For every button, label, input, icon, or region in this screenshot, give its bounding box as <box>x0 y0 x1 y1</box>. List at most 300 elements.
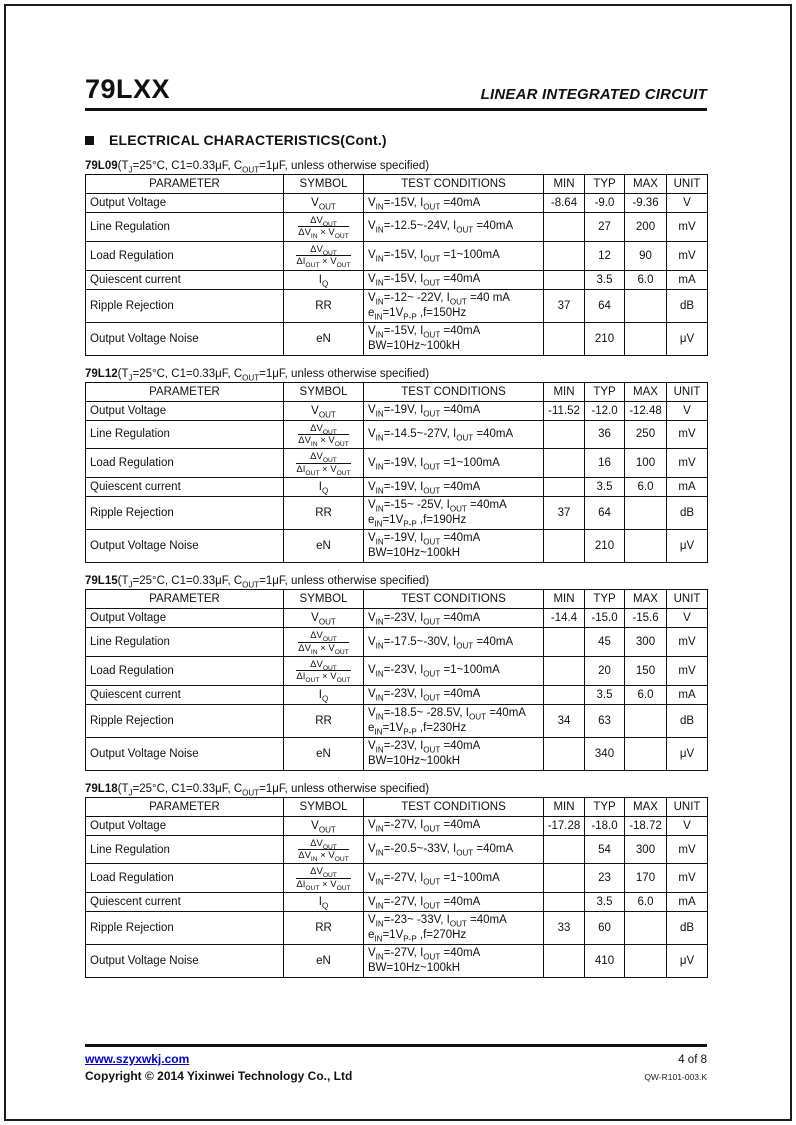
max-cell: 250 <box>625 420 667 449</box>
unit-cell: mA <box>667 685 708 704</box>
typ-cell: 12 <box>585 241 625 270</box>
unit-cell: mA <box>667 893 708 912</box>
square-bullet-icon <box>85 136 94 145</box>
parameter-cell: Line Regulation <box>86 420 284 449</box>
column-header: PARAMETER <box>86 382 284 401</box>
max-cell: 170 <box>625 864 667 893</box>
spec-table-79L18 <box>85 797 708 979</box>
table-row <box>86 628 708 657</box>
parameter-cell: Line Regulation <box>86 628 284 657</box>
column-header: TYP <box>585 175 625 194</box>
column-header: TEST CONDITIONS <box>364 175 544 194</box>
unit-cell: mV <box>667 835 708 864</box>
condition-line: $V_{IN}=-12.5\sim-24V$, $I_{OUT} =40mA$ <box>368 220 514 235</box>
symbol-cell: $V_{OUT}$ <box>284 816 364 835</box>
table-row <box>86 194 708 213</box>
page-content <box>85 0 707 978</box>
test-conditions-cell <box>364 835 544 864</box>
condition-line: $V_{IN}=-23V$, $I_{OUT} =40mA$ <box>368 611 481 626</box>
test-conditions-cell <box>364 893 544 912</box>
unit-cell: V <box>667 816 708 835</box>
min-cell <box>544 449 585 478</box>
column-header: PARAMETER <box>86 175 284 194</box>
fraction-numerator: $\Delta V_{OUT}$ <box>296 866 350 878</box>
symbol-cell: $V_{OUT}$ <box>284 194 364 213</box>
condition-line: BW=10Hz~100kH <box>368 339 461 352</box>
spec-table-79L09 <box>85 174 708 356</box>
header-row <box>86 382 708 401</box>
max-cell: 90 <box>625 241 667 270</box>
table-caption <box>85 575 707 590</box>
column-header: TYP <box>585 797 625 816</box>
symbol-cell: eN <box>284 530 364 563</box>
parameter-cell: Quiescent current <box>86 685 284 704</box>
column-header: TYP <box>585 590 625 609</box>
header-row <box>86 590 708 609</box>
fraction-numerator: $\Delta V_{OUT}$ <box>296 451 350 463</box>
unit-cell: dB <box>667 497 708 530</box>
symbol-cell: RR <box>284 289 364 322</box>
page-number: 4 of 8 <box>678 1054 707 1066</box>
test-conditions-cell <box>364 609 544 628</box>
test-conditions-cell <box>364 530 544 563</box>
condition-line: $V_{IN}=-23V$, $I_{OUT}$ =1~100mA <box>368 664 500 679</box>
parameter-cell: Load Regulation <box>86 656 284 685</box>
condition-line: $V_{IN}=-27V$, $I_{OUT} =40mA$ <box>368 947 481 962</box>
table-row <box>86 945 708 978</box>
condition-line: $V_{IN}=-15V$, $I_{OUT} =40mA$ <box>368 324 481 339</box>
footer-row-2 <box>85 1066 707 1083</box>
typ-cell: -9.0 <box>585 194 625 213</box>
column-header: PARAMETER <box>86 590 284 609</box>
column-header: MIN <box>544 382 585 401</box>
unit-cell: dB <box>667 289 708 322</box>
min-cell <box>544 241 585 270</box>
unit-cell: mV <box>667 241 708 270</box>
min-cell <box>544 270 585 289</box>
condition-line: $V_{IN}=-19V$, $I_{OUT} =40mA$ <box>368 480 481 495</box>
column-header: MIN <box>544 175 585 194</box>
column-header: TEST CONDITIONS <box>364 590 544 609</box>
test-conditions-cell <box>364 194 544 213</box>
footer-row-1 <box>85 1052 707 1066</box>
max-cell: -15.6 <box>625 609 667 628</box>
table-row <box>86 420 708 449</box>
typ-cell: 340 <box>585 737 625 770</box>
min-cell: 33 <box>544 912 585 945</box>
fraction-denominator: $\Delta V_{IN} \times V_{OUT}$ <box>298 850 349 863</box>
page-footer <box>85 1044 707 1083</box>
tables-container <box>85 160 707 978</box>
max-cell: 200 <box>625 213 667 242</box>
column-header: SYMBOL <box>284 590 364 609</box>
unit-cell: dB <box>667 704 708 737</box>
min-cell <box>544 737 585 770</box>
table-row <box>86 685 708 704</box>
min-cell <box>544 864 585 893</box>
test-conditions-cell <box>364 737 544 770</box>
typ-cell: 45 <box>585 628 625 657</box>
symbol-cell <box>284 835 364 864</box>
unit-cell: V <box>667 194 708 213</box>
fraction-denominator: $\Delta V_{IN} \times V_{OUT}$ <box>298 642 349 656</box>
parameter-cell: Output Voltage Noise <box>86 945 284 978</box>
symbol-cell <box>284 213 364 242</box>
column-header: UNIT <box>667 590 708 609</box>
max-cell <box>625 945 667 978</box>
masthead <box>85 76 707 111</box>
min-cell: 37 <box>544 289 585 322</box>
test-conditions-cell <box>364 628 544 657</box>
test-conditions-cell <box>364 912 544 945</box>
table-row <box>86 322 708 355</box>
table-row <box>86 241 708 270</box>
max-cell <box>625 289 667 322</box>
symbol-fraction <box>296 658 350 684</box>
max-cell <box>625 530 667 563</box>
parameter-cell: Output Voltage <box>86 816 284 835</box>
condition-line: $V_{IN}=-27V$, $I_{OUT} =40mA$ <box>368 895 481 911</box>
unit-cell: mV <box>667 656 708 685</box>
typ-cell: 410 <box>585 945 625 978</box>
max-cell <box>625 912 667 945</box>
condition-line: $V_{IN}=-14.5\sim-27V$, $I_{OUT} =40mA$ <box>368 427 514 443</box>
typ-cell: 64 <box>585 497 625 530</box>
parameter-cell: Ripple Rejection <box>86 289 284 322</box>
max-cell: 300 <box>625 835 667 864</box>
max-cell: 6.0 <box>625 270 667 289</box>
copyright-text: Copyright © 2014 Yixinwei Technology Co., Ltd <box>85 1069 353 1083</box>
fraction-denominator: $\Delta V_{IN} \times V_{OUT}$ <box>298 227 349 241</box>
typ-cell: 16 <box>585 449 625 478</box>
symbol-fraction <box>296 865 350 891</box>
website-link[interactable]: www.szyxwkj.com <box>85 1052 190 1066</box>
unit-cell: μV <box>667 530 708 563</box>
min-cell <box>544 628 585 657</box>
symbol-cell: $I_Q$ <box>284 893 364 912</box>
test-conditions-cell <box>364 685 544 704</box>
unit-cell: μV <box>667 737 708 770</box>
parameter-cell: Output Voltage Noise <box>86 737 284 770</box>
table-caption <box>85 783 707 795</box>
unit-cell: mV <box>667 449 708 478</box>
column-header: SYMBOL <box>284 797 364 816</box>
column-header: PARAMETER <box>86 797 284 816</box>
fraction-numerator: $\Delta V_{OUT}$ <box>298 215 349 227</box>
min-cell <box>544 530 585 563</box>
column-header: MAX <box>625 797 667 816</box>
parameter-cell: Quiescent current <box>86 270 284 289</box>
unit-cell: mV <box>667 213 708 242</box>
min-cell: -11.52 <box>544 401 585 420</box>
symbol-cell: RR <box>284 497 364 530</box>
condition-line: $V_{IN}=-19V$, $I_{OUT}$ =1~100mA <box>368 456 500 472</box>
parameter-cell: Quiescent current <box>86 893 284 912</box>
typ-cell: 3.5 <box>585 478 625 497</box>
column-header: SYMBOL <box>284 382 364 401</box>
unit-cell: mV <box>667 420 708 449</box>
parameter-cell: Line Regulation <box>86 835 284 864</box>
condition-line: BW=10Hz~100kH <box>368 962 461 975</box>
table-caption <box>85 160 707 175</box>
condition-line: $V_{IN}=-27V$, $I_{OUT}$ =1~100mA <box>368 871 500 887</box>
parameter-cell: Output Voltage Noise <box>86 530 284 563</box>
max-cell: -9.36 <box>625 194 667 213</box>
table-row <box>86 737 708 770</box>
unit-cell: μV <box>667 945 708 978</box>
table-row <box>86 609 708 628</box>
table-row <box>86 816 708 835</box>
symbol-cell: $I_Q$ <box>284 270 364 289</box>
typ-cell: 23 <box>585 864 625 893</box>
unit-cell: mA <box>667 270 708 289</box>
parameter-cell: Output Voltage <box>86 401 284 420</box>
column-header: TYP <box>585 382 625 401</box>
fraction-numerator: $\Delta V_{OUT}$ <box>296 659 350 671</box>
test-conditions-cell <box>364 449 544 478</box>
min-cell: -17.28 <box>544 816 585 835</box>
condition-line: $e_{IN}=1V_{P-P}$ ,f=270Hz <box>368 929 467 944</box>
min-cell <box>544 685 585 704</box>
unit-cell: μV <box>667 322 708 355</box>
column-header: UNIT <box>667 382 708 401</box>
unit-cell: mA <box>667 478 708 497</box>
table-row <box>86 893 708 912</box>
caption-conditions: ($T_J=25^\circ C$, C1=0.33μF, $C_{OUT}=1\mu F$, unless otherwise specified) <box>117 575 430 590</box>
typ-cell: 3.5 <box>585 270 625 289</box>
header-row <box>86 797 708 816</box>
parameter-cell: Output Voltage <box>86 194 284 213</box>
column-header: SYMBOL <box>284 175 364 194</box>
min-cell <box>544 322 585 355</box>
symbol-cell: eN <box>284 737 364 770</box>
symbol-cell: $I_Q$ <box>284 478 364 497</box>
symbol-cell: eN <box>284 322 364 355</box>
parameter-cell: Line Regulation <box>86 213 284 242</box>
typ-cell: 64 <box>585 289 625 322</box>
doc-title: 79LXX <box>85 74 171 104</box>
test-conditions-cell <box>364 864 544 893</box>
min-cell <box>544 835 585 864</box>
condition-line: BW=10Hz~100kH <box>368 754 461 767</box>
condition-line: $e_{IN}=1V_{P-P}$ ,f=150Hz <box>368 306 467 321</box>
part-number: 79L18 <box>85 782 118 795</box>
symbol-fraction <box>296 243 350 269</box>
typ-cell: 3.5 <box>585 685 625 704</box>
parameter-cell: Load Regulation <box>86 449 284 478</box>
table-row <box>86 912 708 945</box>
parameter-cell: Quiescent current <box>86 478 284 497</box>
symbol-cell: eN <box>284 945 364 978</box>
condition-line: $V_{IN}=-23V$, $I_{OUT} =40mA$ <box>368 688 481 703</box>
unit-cell: mV <box>667 628 708 657</box>
caption-conditions: ($T_J=25^\circ C$, C1=0.33μF, $C_{OUT}=1\mu F$, unless otherwise specified) <box>117 160 430 175</box>
table-row <box>86 497 708 530</box>
condition-line: $e_{IN}=1V_{P-P}$ ,f=190Hz <box>368 514 467 529</box>
max-cell: -18.72 <box>625 816 667 835</box>
fraction-denominator: $\Delta I_{OUT} \times V_{OUT}$ <box>296 878 351 892</box>
test-conditions-cell <box>364 704 544 737</box>
symbol-fraction <box>298 629 349 655</box>
condition-line: $e_{IN}=1V_{P-P}$ ,f=230Hz <box>368 721 467 736</box>
test-conditions-cell <box>364 322 544 355</box>
table-row <box>86 530 708 563</box>
table-caption <box>85 368 707 380</box>
column-header: MAX <box>625 590 667 609</box>
condition-line: $V_{IN}=-15V$, $I_{OUT}$ =1~100mA <box>368 249 500 264</box>
test-conditions-cell <box>364 241 544 270</box>
min-cell: 34 <box>544 704 585 737</box>
symbol-cell: $V_{OUT}$ <box>284 609 364 628</box>
section-heading <box>85 132 707 148</box>
typ-cell: -12.0 <box>585 401 625 420</box>
spec-table-79L15 <box>85 589 708 771</box>
condition-line: $V_{IN}=-12\sim$ -22V, $I_{OUT} =40$ mA <box>368 291 510 306</box>
min-cell: -14.4 <box>544 609 585 628</box>
typ-cell: 210 <box>585 530 625 563</box>
table-row <box>86 704 708 737</box>
max-cell <box>625 322 667 355</box>
unit-cell: mV <box>667 864 708 893</box>
condition-line: $V_{IN}=-15V$, $I_{OUT} =40mA$ <box>368 273 481 288</box>
fraction-numerator: $\Delta V_{OUT}$ <box>298 630 349 642</box>
min-cell <box>544 893 585 912</box>
fraction-denominator: $\Delta I_{OUT} \times V_{OUT}$ <box>296 671 351 685</box>
symbol-cell <box>284 241 364 270</box>
test-conditions-cell <box>364 420 544 449</box>
column-header: UNIT <box>667 175 708 194</box>
typ-cell: 3.5 <box>585 893 625 912</box>
max-cell: 6.0 <box>625 685 667 704</box>
max-cell <box>625 704 667 737</box>
typ-cell: -15.0 <box>585 609 625 628</box>
min-cell <box>544 420 585 449</box>
caption-conditions: ($T_J=25^\circ C$, C1=0.33μF, $C_{OUT}=1\mu F$, unless otherwise specified) <box>117 782 430 797</box>
fraction-denominator: $\Delta I_{OUT} \times V_{OUT}$ <box>296 463 351 477</box>
condition-line: $V_{IN}=-17.5\sim-30V$, $I_{OUT} =40mA$ <box>368 635 514 650</box>
min-cell: 37 <box>544 497 585 530</box>
condition-line: $V_{IN}=-23\sim$ -33V, $I_{OUT} =40mA$ <box>368 914 507 929</box>
symbol-cell: $I_Q$ <box>284 685 364 704</box>
unit-cell: V <box>667 401 708 420</box>
spec-table-79L12 <box>85 382 708 564</box>
test-conditions-cell <box>364 289 544 322</box>
condition-line: $V_{IN}=-18.5\sim$ -28.5V, $I_{OUT} =40mA$ <box>368 706 526 721</box>
typ-cell: 20 <box>585 656 625 685</box>
table-row <box>86 478 708 497</box>
part-number: 79L09 <box>85 160 118 172</box>
typ-cell: 36 <box>585 420 625 449</box>
symbol-fraction <box>296 450 350 476</box>
parameter-cell: Ripple Rejection <box>86 704 284 737</box>
max-cell <box>625 737 667 770</box>
part-number: 79L12 <box>85 367 118 380</box>
test-conditions-cell <box>364 270 544 289</box>
section-title: ELECTRICAL CHARACTERISTICS(Cont.) <box>109 132 387 148</box>
table-row <box>86 270 708 289</box>
test-conditions-cell <box>364 816 544 835</box>
unit-cell: V <box>667 609 708 628</box>
max-cell: 150 <box>625 656 667 685</box>
symbol-cell: RR <box>284 704 364 737</box>
table-row <box>86 656 708 685</box>
typ-cell: 63 <box>585 704 625 737</box>
table-row <box>86 289 708 322</box>
condition-line: BW=10Hz~100kH <box>368 547 461 560</box>
symbol-cell <box>284 420 364 449</box>
test-conditions-cell <box>364 945 544 978</box>
max-cell: 100 <box>625 449 667 478</box>
max-cell <box>625 497 667 530</box>
column-header: MIN <box>544 797 585 816</box>
condition-line: $V_{IN}=-27V$, $I_{OUT} =40mA$ <box>368 819 481 834</box>
condition-line: $V_{IN}=-19V$, $I_{OUT} =40mA$ <box>368 532 481 547</box>
min-cell <box>544 478 585 497</box>
fraction-numerator: $\Delta V_{OUT}$ <box>296 244 350 256</box>
symbol-fraction <box>298 422 349 448</box>
fraction-denominator: $\Delta V_{IN} \times V_{OUT}$ <box>298 434 349 448</box>
typ-cell: -18.0 <box>585 816 625 835</box>
typ-cell: 27 <box>585 213 625 242</box>
test-conditions-cell <box>364 401 544 420</box>
symbol-cell <box>284 449 364 478</box>
parameter-cell: Load Regulation <box>86 241 284 270</box>
max-cell: 300 <box>625 628 667 657</box>
table-row <box>86 401 708 420</box>
symbol-cell: RR <box>284 912 364 945</box>
min-cell <box>544 213 585 242</box>
condition-line: $V_{IN}=-23V$, $I_{OUT} =40mA$ <box>368 739 481 754</box>
condition-line: $V_{IN}=-15\sim$ -25V, $I_{OUT} =40mA$ <box>368 499 507 514</box>
doc-subtitle: LINEAR INTEGRATED CIRCUIT <box>480 86 707 103</box>
test-conditions-cell <box>364 213 544 242</box>
min-cell: -8.64 <box>544 194 585 213</box>
test-conditions-cell <box>364 478 544 497</box>
parameter-cell: Ripple Rejection <box>86 497 284 530</box>
symbol-cell: $V_{OUT}$ <box>284 401 364 420</box>
fraction-numerator: $\Delta V_{OUT}$ <box>298 423 349 435</box>
table-row <box>86 213 708 242</box>
part-number: 79L15 <box>85 575 118 588</box>
symbol-cell <box>284 864 364 893</box>
symbol-cell <box>284 628 364 657</box>
max-cell: -12.48 <box>625 401 667 420</box>
caption-conditions: ($T_J=25^\circ C$, C1=0.33μF, $C_{OUT}=1\mu F$, unless otherwise specified) <box>117 367 430 382</box>
test-conditions-cell <box>364 656 544 685</box>
column-header: UNIT <box>667 797 708 816</box>
min-cell <box>544 945 585 978</box>
symbol-fraction <box>298 837 349 863</box>
header-row <box>86 175 708 194</box>
typ-cell: 60 <box>585 912 625 945</box>
max-cell: 6.0 <box>625 893 667 912</box>
parameter-cell: Ripple Rejection <box>86 912 284 945</box>
typ-cell: 210 <box>585 322 625 355</box>
symbol-fraction <box>298 214 349 240</box>
condition-line: $V_{IN}=-15V$, $I_{OUT} =40mA$ <box>368 196 481 211</box>
typ-cell: 54 <box>585 835 625 864</box>
column-header: MIN <box>544 590 585 609</box>
unit-cell: dB <box>667 912 708 945</box>
parameter-cell: Load Regulation <box>86 864 284 893</box>
symbol-cell <box>284 656 364 685</box>
test-conditions-cell <box>364 497 544 530</box>
parameter-cell: Output Voltage Noise <box>86 322 284 355</box>
condition-line: $V_{IN}=-19V$, $I_{OUT} =40mA$ <box>368 404 481 419</box>
doc-number: QW-R101-003.K <box>644 1072 707 1082</box>
fraction-numerator: $\Delta V_{OUT}$ <box>298 838 349 850</box>
column-header: MAX <box>625 175 667 194</box>
